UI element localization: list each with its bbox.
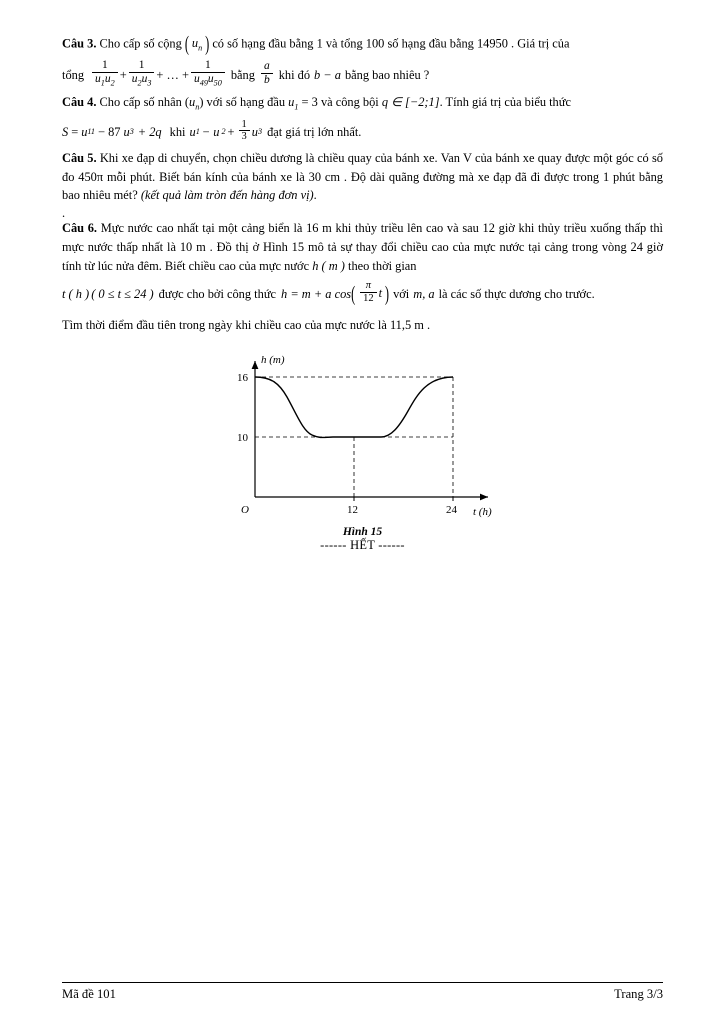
y-tick-10: 10 [236, 432, 248, 445]
u1-symbol: u [288, 95, 295, 110]
question-6-text-3: được cho bởi công thức [158, 286, 277, 301]
minus-87: − 87 [98, 125, 121, 140]
tide-graph [213, 349, 513, 519]
y-axis-arrow [251, 361, 258, 369]
t-range: ( 0 ≤ t ≤ 24 ) [91, 286, 154, 301]
h-m-symbol: h ( m ) [312, 258, 345, 273]
question-3-text-2: có số hạng đầu bằng 1 và tổng 100 số hạng đầu bằng 14950 . Giá trị của [212, 36, 570, 51]
end-marker: ------ HẾT ------ [320, 538, 405, 553]
question-6 [62, 219, 663, 276]
question-6-final-text: Tìm thời điểm đầu tiên trong ngày khi chiều cao của mực nước là 11,5 m . [62, 318, 431, 333]
question-3-text-6: bằng bao nhiêu ? [344, 67, 430, 82]
x-tick-12: 12 [346, 504, 358, 517]
page-footer [62, 982, 663, 1002]
u1-symbol-2: u [189, 125, 196, 140]
question-6-label: Câu 6. [62, 221, 98, 236]
question-3 [62, 34, 663, 55]
x-tick-24: 24 [445, 504, 457, 517]
tide-curve [255, 377, 453, 438]
x-axis-label: t (h) [472, 506, 492, 519]
fraction-3: $\frac{1}{u_{49}u_{50}}$ [191, 59, 225, 87]
question-4-formula-line: S = u 11 − 87 u 3 + 2q khi u 1 − u 2 + $\frac{1}{3}$ u 3 đạt giá trị lớn nhất. [62, 118, 362, 143]
question-6-formula-line [62, 282, 663, 307]
plus-ellipsis: + … + [156, 67, 189, 82]
question-3-text-5: khi đó [278, 67, 311, 82]
question-5 [62, 149, 663, 206]
question-4-label: Câu 4. [62, 95, 97, 110]
y-tick-16: 16 [236, 372, 248, 385]
question-5-text: Khi xe đạp di chuyển, chọn chiều dương là chiều quay của bánh xe. Van V của bánh xe quay được một góc có số đo 450π mỗi phút. Biết bán kính của bánh xe là 30 cm . Độ dài quãng đường mà xe đạp đã đi được trong 1 phút bằng bao nhiêu mét? [62, 150, 663, 203]
equals-sign: = [71, 125, 79, 140]
question-6-final [62, 316, 663, 335]
question-3-label: Câu 3. [62, 36, 97, 51]
question-3-text-3: tổng [62, 67, 85, 82]
y-axis-label: h (m) [260, 354, 285, 367]
figure-15 [213, 349, 513, 539]
question-3-text-4: bằng [230, 67, 255, 82]
u1-value: = 3 [301, 95, 318, 110]
sequence-notation: ( $u_n$ ) [185, 34, 209, 55]
khi-word: khi [169, 125, 186, 140]
question-4-text-1: Cho cấp số nhân ( [99, 95, 190, 110]
question-4-text-3: và công bội [320, 95, 379, 110]
fraction-ab: $\frac{a}{b}$ [261, 60, 273, 87]
question-5-tail: . [313, 188, 317, 203]
question-4-tail: đạt giá trị lớn nhất. [267, 125, 362, 140]
question-4-text-4: . Tính giá trị của biểu thức [439, 95, 571, 110]
expr-b-minus-a: b − a [314, 67, 341, 82]
figure-caption: Hình 15 [342, 526, 383, 539]
fraction-one-third: $\frac{1}{3}$ [239, 119, 250, 144]
question-4-text-2: ) với số hạng đầu [199, 95, 286, 110]
fraction-2: $\frac{1}{u_2u_3}$ [129, 59, 155, 87]
question-5-note: (kết quả làm tròn đến hàng đơn vị) [140, 188, 314, 203]
plus-2q: + 2q [137, 125, 162, 140]
cos-argument: ( $\frac{\pi}{12}$ t ) [351, 282, 389, 307]
question-6-text-2: theo thời gian [348, 258, 417, 273]
exam-code: Mã đề 101 [62, 987, 116, 1001]
origin-label: O [240, 504, 249, 517]
q-condition: q ∈ [−2;1] [381, 95, 440, 110]
question-4: Câu 4. Cho cấp số nhân $(u_n)$ với số hạng đầu $u_1 = 3$ và công bội q ∈ [−2;1]. Tính giá trị của biểu thức [62, 95, 571, 112]
plus-sign-1: + [119, 67, 127, 82]
u3-symbol: u [123, 125, 130, 140]
S-symbol: S [62, 125, 69, 140]
stray-dot: . [62, 206, 66, 221]
fraction-pi-12: ( $\frac{\pi}{12}$ [360, 280, 377, 305]
t-h-symbol: t ( h ) [62, 286, 90, 301]
fraction-1: $\frac{1}{u_1u_2}$ [92, 59, 118, 87]
m-a-symbols: m, a [413, 286, 435, 301]
u11-symbol: u [81, 125, 88, 140]
question-6-text-4: với [393, 286, 410, 301]
question-6-text-1: Mực nước cao nhất tại một cảng biển là 16 m khi thủy triều lên cao và sau 12 giờ khi thủy triều xuống thấp thì mực nước thấp nhất là 10 m . Đồ thị ở Hình 15 mô tả sự thay đổi chiều cao của mực nước tại cảng trong vòng 24 giờ tính từ lúc nửa đêm. Biết chiều cao của mực nước [62, 221, 663, 273]
formula-lead: h = m + a cos [281, 286, 352, 301]
question-3-formula-line [62, 61, 663, 89]
plus-sign-2: + [227, 125, 235, 140]
question-3-text-1: Cho cấp số cộng [99, 36, 182, 51]
minus-u2: − u [201, 125, 220, 140]
question-5-label: Câu 5. [62, 150, 97, 165]
u3-symbol-2: u [251, 125, 258, 140]
page-number: Trang 3/3 [614, 987, 663, 1001]
question-6-text-5: là các số thực dương cho trước. [438, 286, 595, 301]
x-axis-arrow [480, 494, 488, 501]
